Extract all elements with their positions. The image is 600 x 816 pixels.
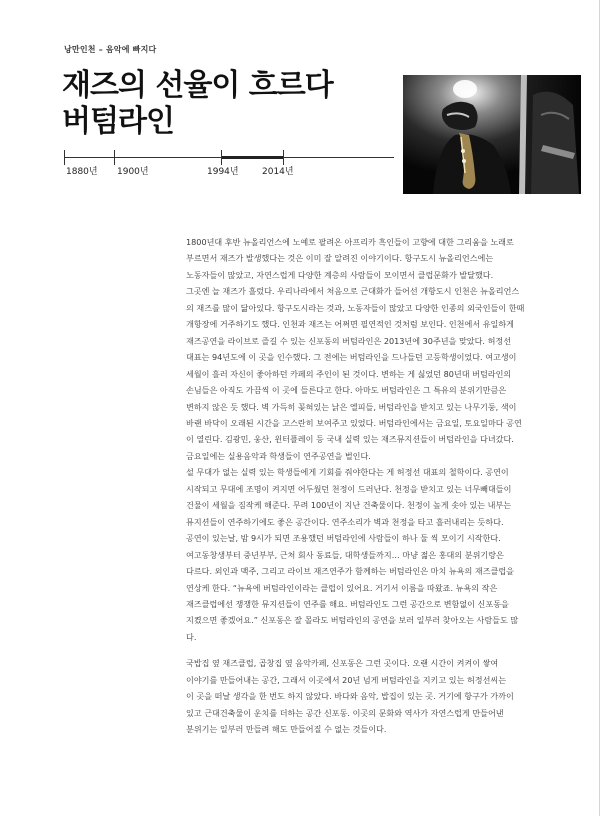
timeline-tick-1880 <box>64 150 65 165</box>
article-line: 있고 근대건축물이 운치를 더하는 공간 신포동. 이곳의 문화와 역사가 자연스럽게 만들어낸 <box>186 707 504 718</box>
article-line: 뮤지션들이 연주하기에도 좋은 공간이다. 연주소리가 벽과 천정을 타고 흘러내리는 듯하다. <box>186 516 504 527</box>
article-line: 대표는 94년도에 이 곳을 인수했다. 그 전에는 버텀라인을 드나들던 고등학생이었다. 여고생이 <box>186 352 517 363</box>
article-line: 여고동창생부터 중년부부, 근처 회사 동료들, 대학생들까지… 마냥 젊은 홍대의 분위기랑은 <box>186 549 504 560</box>
timeline-year-1880: 1880년 <box>66 167 98 177</box>
timeline-year-1994: 1994년 <box>207 167 239 177</box>
article-line: 노동자들이 많았고, 자연스럽게 다양한 계층의 사람들이 모이면서 클럽문화가 발달했다. <box>186 269 494 280</box>
timeline-year-2014: 2014년 <box>262 167 294 177</box>
article-line: 재즈공연을 라이브로 즐길 수 있는 신포동의 버텀라인은 2013년에 30주년을 맞았다. 허정선 <box>186 335 512 346</box>
timeline <box>64 150 394 180</box>
timeline-tick-1900 <box>114 150 115 165</box>
article-line: 다르다. 외인과 맥주, 그리고 라이브 재즈연주가 함께하는 버텀라인은 마치 뉴욕의 재즈클럽을 <box>186 566 514 577</box>
article-line: 의 재즈를 많이 닮아있다. 항구도시라는 것과, 노동자들이 많았고 다양한 인종의 외국인들이 한때 <box>186 302 525 313</box>
article-line: 분위기는 일부러 만들려 해도 만들어질 수 없는 것들이다. <box>186 724 387 735</box>
article-line: 이 곳을 떠날 생각을 한 번도 하지 않았다. 바다와 음악, 밥집이 있는 곳. 거기에 항구가 가까이 <box>186 691 514 702</box>
article-line: 변하지 않은 듯 했다. 벽 가득히 꽂혀있는 낡은 엘피들, 버텀라인을 받치고 있는 나무기둥, 색이 <box>186 401 517 412</box>
article-line: 국밥집 옆 재즈클럽, 곱창집 옆 음악카페, 신포동은 그런 곳이다. 오랜 시간이 켜켜이 쌓여 <box>186 658 499 669</box>
article-line: 이 열린다. 김광민, 웅산, 윈터플레이 등 국내 실력 있는 재즈뮤지션들이 버텀라인을 다녀갔다. <box>186 434 514 445</box>
timeline-year-1900: 1900년 <box>117 167 149 177</box>
article-body <box>186 234 538 738</box>
timeline-tick-2014 <box>283 150 284 165</box>
article-line: 시작되고 무대에 조명이 켜지면 어두웠던 천정이 드러난다. 천정을 받치고 있는 너무빼대들이 <box>186 483 512 494</box>
article-line: 설 무대가 없는 실력 있는 학생들에게 기회를 줘야한다는 게 허정선 대표의 철학이다. 공연이 <box>186 467 509 478</box>
article-line: 공연이 있는날, 밤 9시가 되면 조용했던 버텀라인에 사람들이 하나 둘 씩 모이기 시작한다. <box>186 533 501 544</box>
title-line-2: 버텀라인 <box>62 104 174 139</box>
page-title <box>62 68 333 140</box>
timeline-tick-1994 <box>221 150 222 165</box>
article-line: 그곳엔 늘 재즈가 흘렀다. 우리나라에서 처음으로 근대화가 들어선 개항도시 인천은 뉴올리언스 <box>186 286 520 297</box>
article-line: 금요일에는 실용음악과 학생들이 연주공연을 벌인다. <box>186 450 371 461</box>
saxophone-player-photo <box>403 75 581 194</box>
article-line: 부르면서 재즈가 발생했다는 것은 이미 잘 알려진 이야기이다. 항구도시 뉴올리언스에는 <box>186 253 494 264</box>
article-line: 손님들은 아직도 가끔씩 이 곳에 들른다고 한다. 아마도 버텀라인은 그 특유의 분위기만큼은 <box>186 385 507 396</box>
article-line: 건물이 세월을 짐작케 해준다. 무려 100년이 지난 건축물이다. 천정이 높게 솟아 있는 내부는 <box>186 500 512 511</box>
section-label: 낭만인천 – 음악에 빠지다 <box>64 45 157 54</box>
article-line: 1800년대 후반 뉴올리언스에 노예로 팔려온 아프리카 흑인들이 고향에 대한 그리움을 노래로 <box>186 237 514 247</box>
title-line-1: 재즈의 선율이 흐르다 <box>62 68 333 103</box>
article-line: 바랜 바닥이 오래된 시간을 고스란히 보여주고 있었다. 버텀라인에서는 금요일, 토요일마다 공연 <box>186 417 522 428</box>
article-line: 연상케 한다. “뉴욕에 버텀라인이라는 클럽이 있어요. 거기서 이름을 따왔죠. 뉴욕의 작은 <box>186 582 498 593</box>
article-line: 개항장에 거주하기도 했다. 인천과 재즈는 어쩌면 필연적인 것처럼 보인다. 인천에서 유일하게 <box>186 319 514 330</box>
article-line: 다. <box>186 631 197 642</box>
timeline-highlight <box>221 156 283 159</box>
article-line: 세월이 흘러 자신이 좋아하던 카페의 주인이 된 것이다. 변하는 게 싫었던 80년대 버텀라인의 <box>186 368 512 379</box>
article-line: 재즈클럽에선 쟁쟁한 뮤지션들이 연주를 해요. 버텀라인도 그런 공간으로 변함없이 신포동을 <box>186 598 509 609</box>
article-line: 지켰으면 좋겠어요.” 신포동은 잘 몰라도 버텀라인의 공연을 보러 일부러 찾아오는 사람들도 많 <box>186 615 519 626</box>
article-line: 이야기를 만들어내는 공간, 그래서 이곳에서 20년 넘게 버텀라인을 지키고 있는 허정선씨는 <box>186 674 507 685</box>
